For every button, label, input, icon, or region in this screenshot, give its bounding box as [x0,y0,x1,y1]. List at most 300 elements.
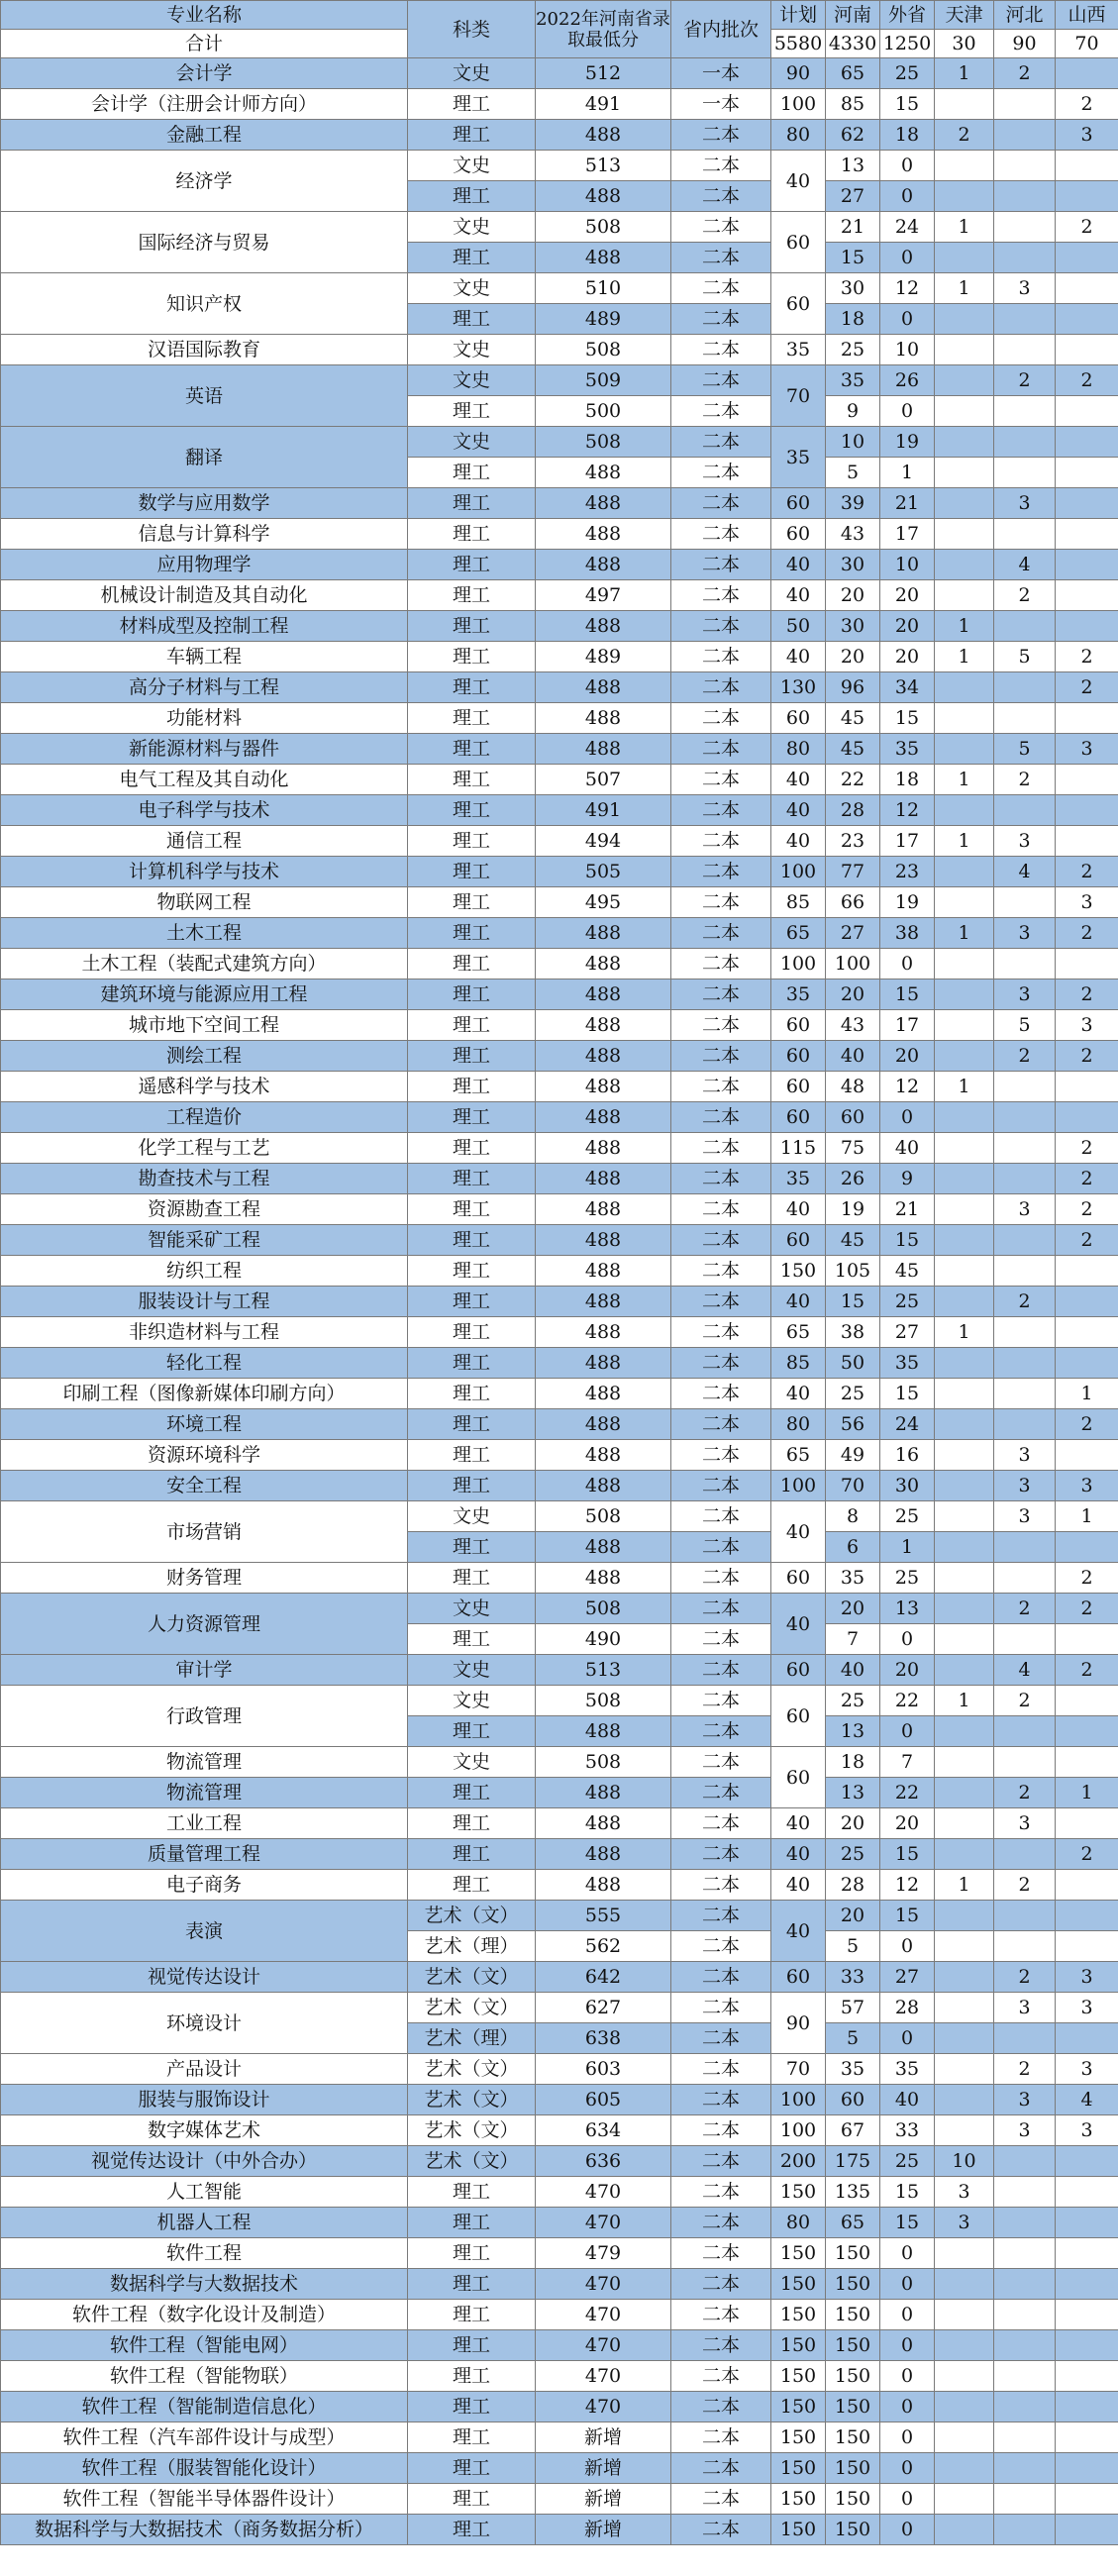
major-name-cell: 产品设计 [1,2054,408,2085]
hebei-cell: 2 [994,1686,1056,1716]
category-cell: 理工 [408,1317,536,1348]
table-row [1,672,1118,703]
shanxi-cell [1056,611,1118,642]
tianjin-cell [935,243,994,273]
hebei-cell [994,2484,1056,2515]
table-row [1,887,1118,918]
shanxi-cell [1056,2361,1118,2392]
tianjin-cell [935,2422,994,2453]
min-score-cell: 470 [536,2300,671,2330]
major-name-cell: 信息与计算科学 [1,519,408,550]
plan-cell: 150 [771,2177,826,2208]
batch-cell: 二本 [671,1072,771,1102]
plan-cell: 65 [771,1317,826,1348]
min-score-cell: 479 [536,2238,671,2269]
category-cell: 理工 [408,1870,536,1901]
batch-cell: 二本 [671,642,771,672]
henan-cell: 13 [826,1778,880,1808]
hebei-cell [994,89,1056,120]
table-row [1,1194,1118,1225]
min-score-cell: 488 [536,1839,671,1870]
hebei-cell: 3 [994,2115,1056,2146]
hebei-cell: 2 [994,1041,1056,1072]
henan-cell: 175 [826,2146,880,2177]
shanxi-cell [1056,1532,1118,1563]
plan-cell: 40 [771,1501,826,1563]
henan-cell: 13 [826,151,880,181]
major-name-cell: 工程造价 [1,1102,408,1133]
batch-cell: 二本 [671,1287,771,1317]
henan-cell: 25 [826,1379,880,1409]
major-name-cell: 数据科学与大数据技术 [1,2269,408,2300]
min-score-cell: 488 [536,1072,671,1102]
henan-cell: 19 [826,1194,880,1225]
min-score-cell: 555 [536,1901,671,1931]
major-name-cell: 软件工程（智能物联） [1,2361,408,2392]
outside-cell: 13 [880,1594,935,1624]
major-name-cell: 人工智能 [1,2177,408,2208]
major-name-cell: 数字媒体艺术 [1,2115,408,2146]
batch-cell: 二本 [671,2484,771,2515]
major-name-cell: 车辆工程 [1,642,408,672]
category-cell: 理工 [408,672,536,703]
henan-cell: 43 [826,519,880,550]
henan-cell: 38 [826,1317,880,1348]
shanxi-cell [1056,1287,1118,1317]
shanxi-cell: 3 [1056,1993,1118,2023]
major-name-cell: 数据科学与大数据技术（商务数据分析） [1,2515,408,2545]
table-row [1,1164,1118,1194]
henan-cell: 150 [826,2422,880,2453]
outside-cell: 19 [880,887,935,918]
table-row [1,335,1118,365]
plan-cell: 150 [771,2453,826,2484]
min-score-cell: 507 [536,765,671,795]
category-cell: 理工 [408,1164,536,1194]
henan-cell: 65 [826,2208,880,2238]
outside-cell: 20 [880,1655,935,1686]
henan-cell: 25 [826,335,880,365]
category-cell: 理工 [408,1624,536,1655]
header-plan: 计划 [771,1,826,30]
batch-cell: 二本 [671,1102,771,1133]
plan-cell: 35 [771,1164,826,1194]
category-cell: 理工 [408,1471,536,1501]
category-cell: 理工 [408,918,536,949]
category-cell: 艺术（文） [408,2085,536,2115]
plan-cell: 100 [771,1471,826,1501]
min-score-cell: 509 [536,365,671,396]
hebei-cell: 2 [994,1594,1056,1624]
min-score-cell: 603 [536,2054,671,2085]
shanxi-cell [1056,488,1118,519]
table-row [1,1501,1118,1532]
batch-cell: 二本 [671,580,771,611]
plan-cell: 35 [771,979,826,1010]
min-score-cell: 488 [536,672,671,703]
hebei-cell [994,1839,1056,1870]
tianjin-cell [935,1287,994,1317]
henan-cell: 9 [826,396,880,427]
min-score-cell: 488 [536,611,671,642]
hebei-cell [994,2238,1056,2269]
major-name-cell: 环境工程 [1,1409,408,1440]
category-cell: 理工 [408,1440,536,1471]
batch-cell: 二本 [671,1931,771,1962]
henan-cell: 100 [826,949,880,979]
plan-cell: 70 [771,365,826,427]
min-score-cell: 500 [536,396,671,427]
plan-cell: 150 [771,2361,826,2392]
shanxi-cell [1056,1440,1118,1471]
hebei-cell [994,1901,1056,1931]
major-name-cell: 金融工程 [1,120,408,151]
min-score-cell: 470 [536,2208,671,2238]
table-row [1,2177,1118,2208]
outside-cell: 16 [880,1440,935,1471]
header-category: 科类 [408,1,536,58]
tianjin-cell [935,1624,994,1655]
table-row [1,826,1118,857]
min-score-cell: 488 [536,120,671,151]
batch-cell: 二本 [671,519,771,550]
hebei-cell: 2 [994,1870,1056,1901]
outside-cell: 0 [880,1624,935,1655]
category-cell: 艺术（文） [408,2146,536,2177]
batch-cell: 二本 [671,1993,771,2023]
table-row [1,1379,1118,1409]
henan-cell: 35 [826,2054,880,2085]
hebei-cell [994,1072,1056,1102]
shanxi-cell: 3 [1056,1010,1118,1041]
hebei-cell: 2 [994,365,1056,396]
tianjin-cell [935,1348,994,1379]
shanxi-cell [1056,458,1118,488]
min-score-cell: 495 [536,887,671,918]
table-row [1,519,1118,550]
outside-cell: 20 [880,611,935,642]
table-row [1,2453,1118,2484]
min-score-cell: 513 [536,151,671,181]
tianjin-cell: 1 [935,918,994,949]
category-cell: 理工 [408,1102,536,1133]
plan-cell: 200 [771,2146,826,2177]
plan-cell: 60 [771,1962,826,1993]
header-batch: 省内批次 [671,1,771,58]
henan-cell: 21 [826,212,880,243]
outside-cell: 17 [880,826,935,857]
outside-cell: 21 [880,1194,935,1225]
table-row [1,1962,1118,1993]
category-cell: 文史 [408,273,536,304]
shanxi-cell [1056,2515,1118,2545]
table-row [1,1808,1118,1839]
outside-cell: 15 [880,2177,935,2208]
min-score-cell: 新增 [536,2515,671,2545]
shanxi-cell [1056,2208,1118,2238]
batch-cell: 二本 [671,1379,771,1409]
major-name-cell: 计算机科学与技术 [1,857,408,887]
plan-cell: 40 [771,550,826,580]
batch-cell: 二本 [671,212,771,243]
min-score-cell: 488 [536,1808,671,1839]
shanxi-cell [1056,396,1118,427]
shanxi-cell: 1 [1056,1379,1118,1409]
plan-cell: 85 [771,887,826,918]
shanxi-cell: 2 [1056,212,1118,243]
min-score-cell: 488 [536,1317,671,1348]
hebei-cell: 2 [994,765,1056,795]
category-cell: 理工 [408,1072,536,1102]
tianjin-cell [935,365,994,396]
shanxi-cell: 2 [1056,1041,1118,1072]
batch-cell: 二本 [671,1010,771,1041]
batch-cell: 二本 [671,611,771,642]
hebei-cell [994,795,1056,826]
tianjin-cell [935,795,994,826]
shanxi-cell: 2 [1056,1839,1118,1870]
major-name-cell: 环境设计 [1,1993,408,2054]
batch-cell: 二本 [671,2085,771,2115]
hebei-cell: 2 [994,1778,1056,1808]
tianjin-cell [935,1778,994,1808]
hebei-cell [994,2361,1056,2392]
category-cell: 理工 [408,1348,536,1379]
batch-cell: 二本 [671,458,771,488]
plan-cell: 100 [771,857,826,887]
min-score-cell: 488 [536,1379,671,1409]
min-score-cell: 491 [536,795,671,826]
batch-cell: 二本 [671,918,771,949]
hebei-cell: 2 [994,58,1056,89]
plan-cell: 60 [771,212,826,273]
shanxi-cell [1056,151,1118,181]
outside-cell: 15 [880,89,935,120]
batch-cell: 二本 [671,2177,771,2208]
category-cell: 理工 [408,89,536,120]
hebei-cell [994,2023,1056,2054]
category-cell: 理工 [408,1563,536,1594]
table-row [1,1563,1118,1594]
batch-cell: 二本 [671,1194,771,1225]
batch-cell: 二本 [671,1440,771,1471]
shanxi-cell: 2 [1056,89,1118,120]
hebei-cell: 3 [994,1194,1056,1225]
shanxi-cell [1056,795,1118,826]
hebei-cell [994,120,1056,151]
henan-cell: 35 [826,1563,880,1594]
plan-cell: 40 [771,1379,826,1409]
major-name-cell: 印刷工程（图像新媒体印刷方向） [1,1379,408,1409]
tianjin-cell [935,2515,994,2545]
hebei-cell [994,2422,1056,2453]
min-score-cell: 489 [536,642,671,672]
min-score-cell: 470 [536,2392,671,2422]
major-name-cell: 电子商务 [1,1870,408,1901]
major-name-cell: 电气工程及其自动化 [1,765,408,795]
tianjin-cell [935,1931,994,1962]
tianjin-cell [935,1532,994,1563]
shanxi-cell: 2 [1056,365,1118,396]
table-row [1,151,1118,181]
shanxi-cell [1056,949,1118,979]
table-row [1,979,1118,1010]
min-score-cell: 470 [536,2361,671,2392]
tianjin-cell [935,2054,994,2085]
batch-cell: 二本 [671,2300,771,2330]
shanxi-cell [1056,2023,1118,2054]
min-score-cell: 488 [536,1778,671,1808]
tianjin-cell [935,703,994,734]
tianjin-cell [935,1440,994,1471]
tianjin-cell [935,1563,994,1594]
min-score-cell: 489 [536,304,671,335]
table-row [1,550,1118,580]
hebei-cell: 3 [994,1471,1056,1501]
category-cell: 理工 [408,458,536,488]
table-row [1,1747,1118,1778]
table-row [1,1655,1118,1686]
batch-cell: 二本 [671,2422,771,2453]
henan-cell: 30 [826,611,880,642]
min-score-cell: 488 [536,1102,671,1133]
table-row [1,1440,1118,1471]
category-cell: 艺术（文） [408,1962,536,1993]
tianjin-cell [935,519,994,550]
category-cell: 理工 [408,2330,536,2361]
shanxi-cell: 2 [1056,979,1118,1010]
hebei-cell: 3 [994,826,1056,857]
outside-cell: 0 [880,2269,935,2300]
table-row [1,765,1118,795]
category-cell: 理工 [408,1287,536,1317]
henan-cell: 33 [826,1962,880,1993]
outside-cell: 0 [880,243,935,273]
min-score-cell: 新增 [536,2422,671,2453]
plan-cell: 60 [771,1072,826,1102]
table-row [1,1133,1118,1164]
hebei-cell: 3 [994,488,1056,519]
major-name-cell: 审计学 [1,1655,408,1686]
table-row [1,1839,1118,1870]
outside-cell: 0 [880,304,935,335]
henan-cell: 150 [826,2330,880,2361]
category-cell: 理工 [408,2484,536,2515]
tianjin-cell [935,2115,994,2146]
outside-cell: 0 [880,949,935,979]
tianjin-cell [935,1164,994,1194]
shanxi-cell: 2 [1056,1164,1118,1194]
plan-cell: 70 [771,2054,826,2085]
major-name-cell: 会计学 [1,58,408,89]
tianjin-cell: 1 [935,273,994,304]
major-name-cell: 建筑环境与能源应用工程 [1,979,408,1010]
tianjin-cell [935,2023,994,2054]
batch-cell: 二本 [671,304,771,335]
henan-cell: 27 [826,918,880,949]
plan-cell: 80 [771,2208,826,2238]
table-row [1,1778,1118,1808]
table-row [1,2392,1118,2422]
min-score-cell: 488 [536,243,671,273]
major-name-cell: 表演 [1,1901,408,1962]
category-cell: 理工 [408,1716,536,1747]
outside-cell: 10 [880,335,935,365]
major-name-cell: 智能采矿工程 [1,1225,408,1256]
shanxi-cell: 2 [1056,1594,1118,1624]
category-cell: 理工 [408,949,536,979]
category-cell: 文史 [408,1501,536,1532]
henan-cell: 150 [826,2484,880,2515]
major-name-cell: 机器人工程 [1,2208,408,2238]
table-row [1,703,1118,734]
plan-cell: 40 [771,1870,826,1901]
min-score-cell: 508 [536,1594,671,1624]
henan-cell: 20 [826,580,880,611]
tianjin-cell [935,580,994,611]
shanxi-cell: 3 [1056,887,1118,918]
outside-cell: 40 [880,1133,935,1164]
outside-cell: 18 [880,765,935,795]
tianjin-cell [935,1716,994,1747]
min-score-cell: 488 [536,1563,671,1594]
category-cell: 文史 [408,151,536,181]
tianjin-cell [935,1379,994,1409]
henan-cell: 5 [826,1931,880,1962]
hebei-cell: 3 [994,1440,1056,1471]
henan-cell: 23 [826,826,880,857]
category-cell: 理工 [408,1225,536,1256]
min-score-cell: 494 [536,826,671,857]
tianjin-cell [935,488,994,519]
category-cell: 理工 [408,2422,536,2453]
category-cell: 理工 [408,304,536,335]
tianjin-cell [935,979,994,1010]
shanxi-cell: 2 [1056,1194,1118,1225]
hebei-cell: 3 [994,979,1056,1010]
plan-cell: 80 [771,120,826,151]
tianjin-cell [935,1808,994,1839]
min-score-cell: 488 [536,1532,671,1563]
henan-cell: 50 [826,1348,880,1379]
table-row [1,2300,1118,2330]
category-cell: 理工 [408,611,536,642]
shanxi-cell [1056,1808,1118,1839]
tianjin-cell: 1 [935,642,994,672]
shanxi-cell [1056,2422,1118,2453]
batch-cell: 二本 [671,1624,771,1655]
major-name-cell: 行政管理 [1,1686,408,1747]
shanxi-cell: 1 [1056,1778,1118,1808]
category-cell: 理工 [408,2453,536,2484]
henan-cell: 45 [826,703,880,734]
table-row [1,2361,1118,2392]
min-score-cell: 488 [536,1010,671,1041]
batch-cell: 二本 [671,550,771,580]
min-score-cell: 488 [536,918,671,949]
shanxi-cell [1056,2453,1118,2484]
category-cell: 理工 [408,1778,536,1808]
batch-cell: 二本 [671,1409,771,1440]
hebei-cell: 3 [994,273,1056,304]
tianjin-cell [935,1901,994,1931]
hebei-cell [994,243,1056,273]
major-name-cell: 人力资源管理 [1,1594,408,1655]
plan-cell: 100 [771,2115,826,2146]
hebei-cell [994,703,1056,734]
major-name-cell: 材料成型及控制工程 [1,611,408,642]
henan-cell: 6 [826,1532,880,1563]
